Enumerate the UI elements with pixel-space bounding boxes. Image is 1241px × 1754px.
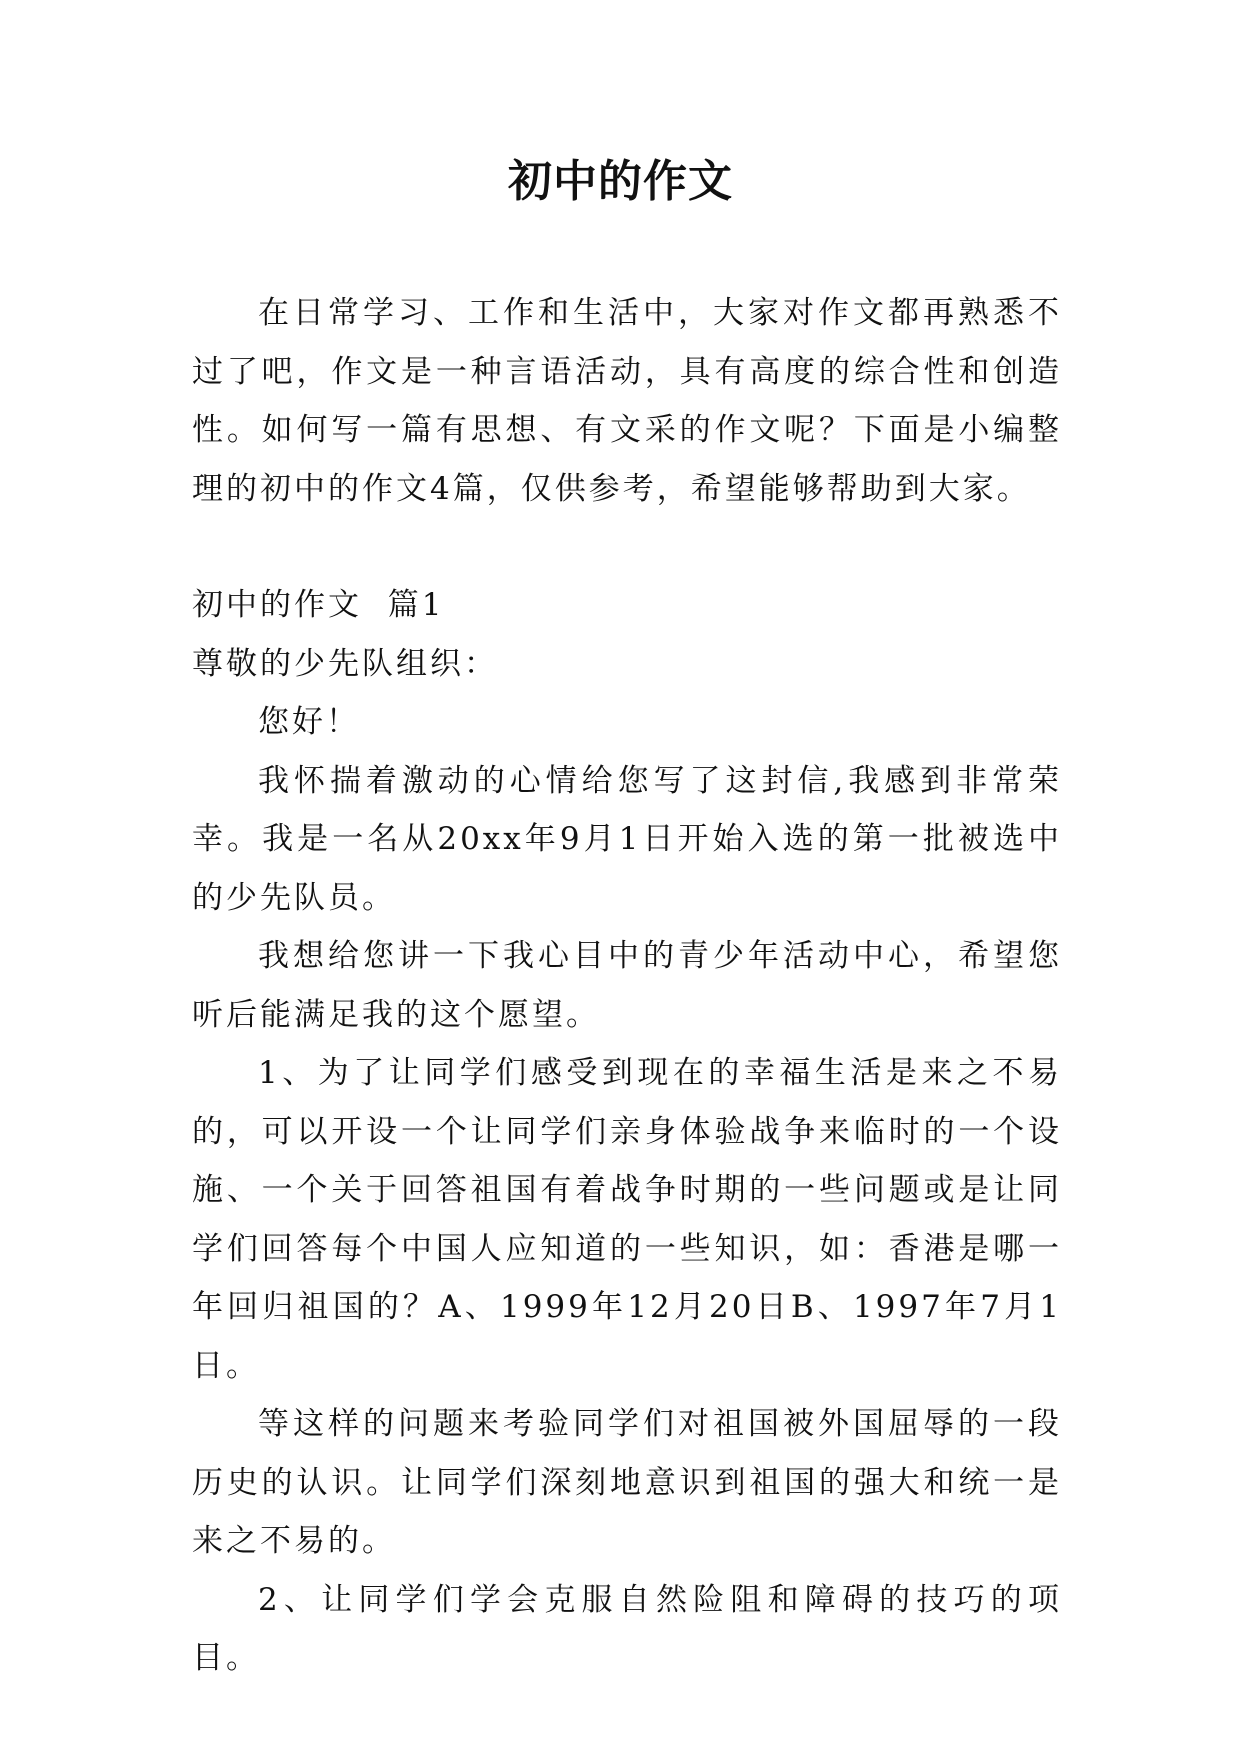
section-heading: 初中的作文 篇1 <box>192 587 445 623</box>
body-paragraph: 1、为了让同学们感受到现在的幸福生活是来之不易的，可以开设一个让同学们亲身体验战争来临时的一个设施、一个关于回答祖国有着战争时期的一些问题或是让同学们回答每个中国人应知道的一些知识，如：香港是哪一年回归祖国的？A、1999年12月20日B、1997年7月1日。 <box>192 1055 1062 1384</box>
letter-salutation: 尊敬的少先队组织： <box>192 645 498 682</box>
body-paragraph: 等这样的问题来考验同学们对祖国被外国屈辱的一段历史的认识。让同学们深刻地意识到祖国的强大和统一是来之不易的。 <box>192 1406 1062 1559</box>
intro-paragraph: 在日常学习、工作和生活中，大家对作文都再熟悉不过了吧，作文是一种言语活动，具有高度的综合性和创造性。如何写一篇有思想、有文采的作文呢？下面是小编整理的初中的作文4篇，仅供参考，希望能够帮助到大家。 <box>192 295 1062 507</box>
document-body <box>192 284 1062 1688</box>
document-title: 初中的作文 <box>508 156 733 207</box>
body-paragraph: 您好！ <box>258 704 360 740</box>
body-paragraph: 我想给您讲一下我心目中的青少年活动中心，希望您听后能满足我的这个愿望。 <box>192 938 1062 1033</box>
body-paragraph: 2、让同学们学会克服自然险阻和障碍的技巧的项目。 <box>192 1581 1062 1676</box>
body-paragraph: 我怀揣着激动的心情给您写了这封信,我感到非常荣幸。我是一名从20xx年9月1日开始入选的第一批被选中的少先队员。 <box>192 762 1062 916</box>
paragraph-spacer <box>192 518 1062 576</box>
